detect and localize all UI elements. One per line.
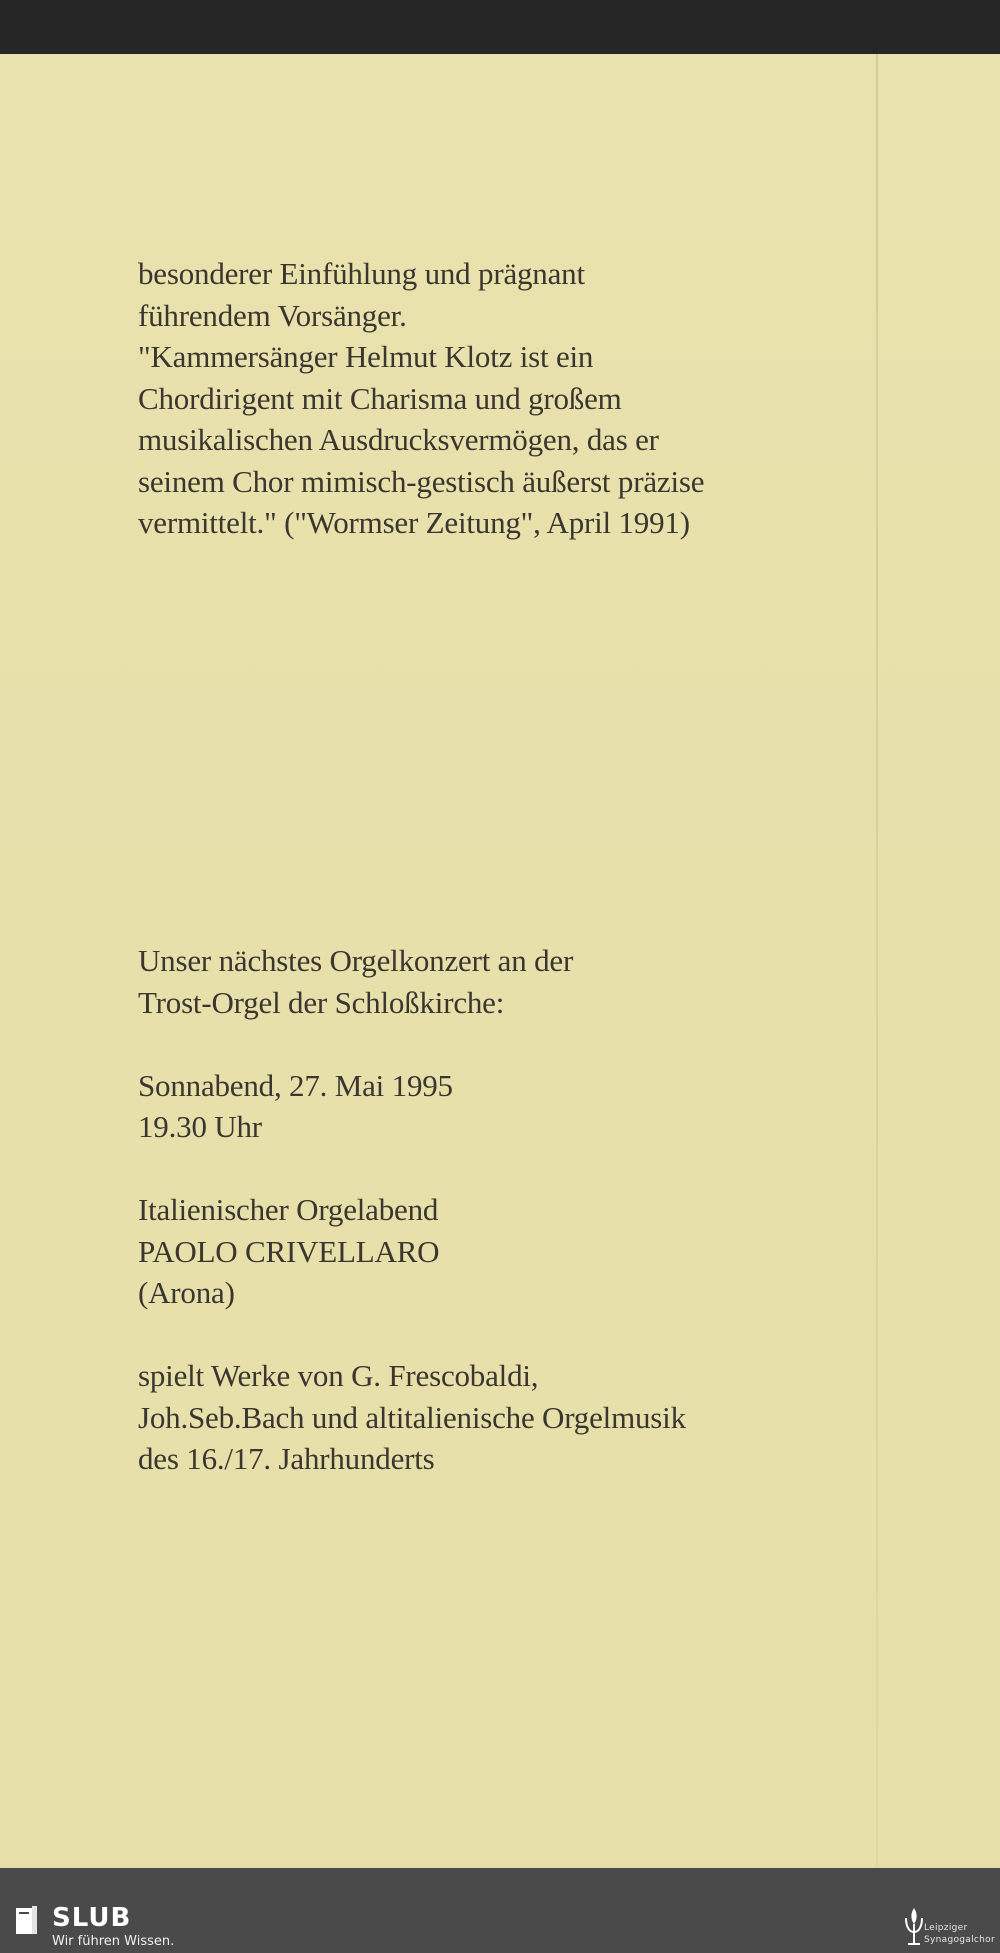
choir-name-line: Synagogalchor: [924, 1935, 995, 1945]
concert-time: 19.30 Uhr: [138, 1109, 262, 1144]
announcement-line: Trost-Orgel der Schloßkirche:: [138, 984, 505, 1020]
text-line: "Kammersänger Helmut Klotz ist ein: [138, 339, 594, 374]
choir-logo-text: [924, 1922, 995, 1946]
concert-title: Italienischer Orgelabend: [138, 1192, 439, 1227]
page-fold-line: [876, 54, 878, 1868]
text-line: besonderer Einfühlung und prägnant: [138, 256, 585, 291]
text-line: vermittelt." ("Wormser Zeitung", April 1991): [138, 505, 690, 540]
text-line: seinem Chor mimisch-gestisch äußerst präzise: [138, 463, 705, 499]
concert-date: Sonnabend, 27. Mai 1995: [138, 1067, 453, 1103]
next-concert-notice: [138, 940, 686, 1480]
slub-tagline: Wir führen Wissen.: [52, 1934, 175, 1949]
slub-wordmark[interactable]: SLUB: [52, 1903, 132, 1933]
text-line: musikalischen Ausdrucksvermögen, das er: [138, 422, 659, 457]
scanner-top-border: [0, 0, 1000, 54]
program-line: des 16./17. Jahrhunderts: [138, 1441, 435, 1476]
announcement-line: Unser nächstes Orgelkonzert an der: [138, 943, 574, 978]
program-line: spielt Werke von G. Frescobaldi,: [138, 1358, 539, 1393]
text-line: Chordirigent mit Charisma und großem: [138, 380, 622, 416]
slub-logo-icon: [14, 1904, 40, 1938]
choir-name-line: Leipziger: [924, 1923, 968, 1933]
performer-origin: (Arona): [138, 1275, 235, 1310]
review-quote-paragraph: [138, 253, 704, 544]
menorah-logo-icon: [902, 1904, 926, 1948]
program-line: Joh.Seb.Bach und altitalienische Orgelmusik: [138, 1399, 686, 1435]
performer-name: PAOLO CRIVELLARO: [138, 1233, 440, 1269]
text-line: führendem Vorsänger.: [138, 297, 407, 333]
